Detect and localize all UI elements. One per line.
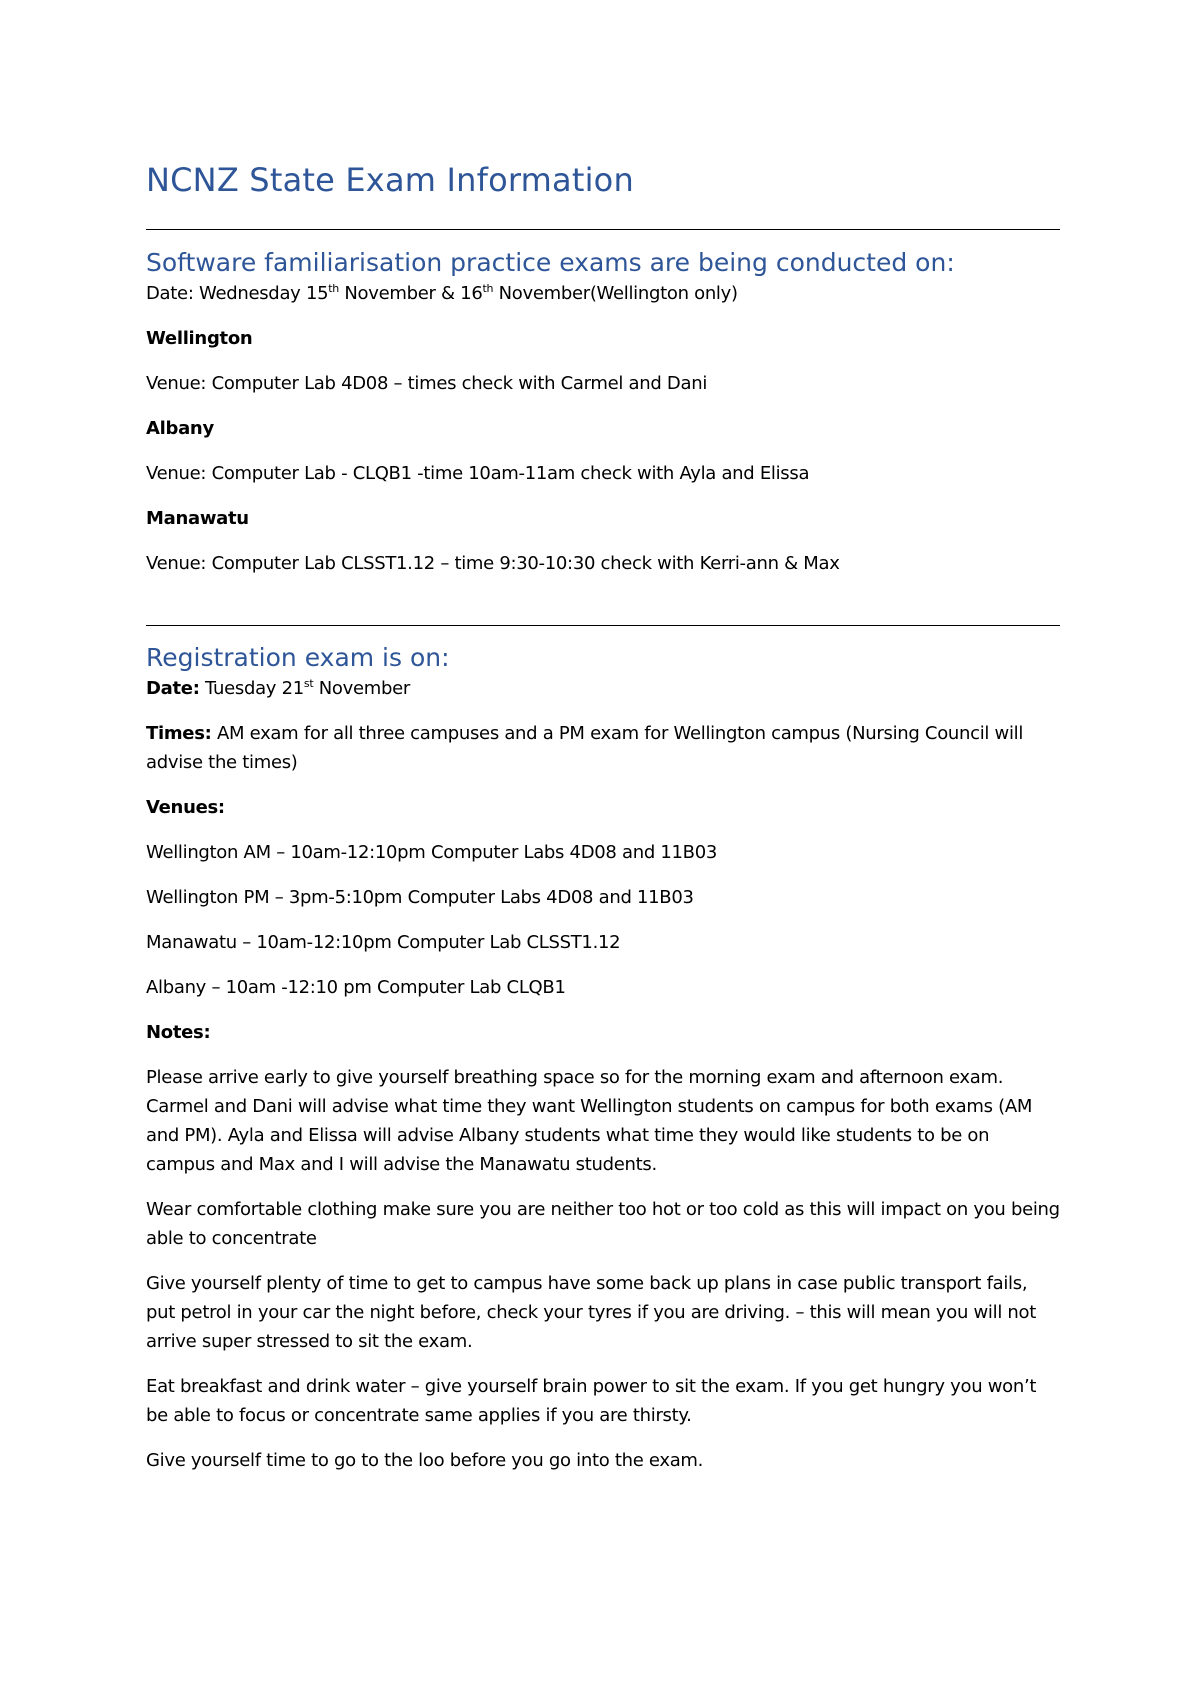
registration-date — [146, 674, 1060, 703]
note-paragraph: Give yourself plenty of time to get to campus have some back up plans in case public transport fails, put petrol in your car the night before, check your tyres if you are driving. – this will mean you will not arrive super stressed to sit the exam. — [146, 1273, 1037, 1352]
registration-date-end: November — [313, 678, 411, 699]
venue-item: Wellington AM – 10am-12:10pm Computer Labs 4D08 and 11B03 — [146, 842, 718, 863]
campus-venue-albany: Venue: Computer Lab - CLQB1 -time 10am-11am check with Ayla and Elissa — [146, 463, 810, 484]
note-paragraph: Eat breakfast and drink water – give yourself brain power to sit the exam. If you get hungry you won’t be able to focus or concentrate same applies if you are thirsty. — [146, 1376, 1037, 1426]
registration-exam-heading: Registration exam is on: — [146, 643, 450, 672]
practice-date-label: Date: Wednesday 15 — [146, 283, 329, 304]
campus-name-manawatu: Manawatu — [146, 508, 249, 529]
note-paragraph: Please arrive early to give yourself breathing space so for the morning exam and afternoon exam. Carmel and Dani will advise what time they want Wellington students on campus for both exams (AM and PM). Ayla and Elissa will advise Albany students what time they would like students to be on campus and Max and I will advise the Manawatu students. — [146, 1067, 1033, 1175]
venue-item: Manawatu – 10am-12:10pm Computer Lab CLSST1.12 — [146, 932, 621, 953]
registration-times-label: Times: — [146, 723, 212, 744]
registration-date-sup: st — [303, 677, 314, 690]
divider — [146, 625, 1060, 626]
practice-exams-heading: Software familiarisation practice exams are being conducted on: — [146, 248, 955, 277]
divider — [146, 229, 1060, 230]
registration-notes-label: Notes: — [146, 1022, 211, 1043]
page-title: NCNZ State Exam Information — [146, 161, 634, 199]
registration-times — [146, 719, 1060, 777]
campus-name-wellington: Wellington — [146, 328, 253, 349]
campus-name-albany: Albany — [146, 418, 214, 439]
note-paragraph: Give yourself time to go to the loo before you go into the exam. — [146, 1450, 704, 1471]
registration-venues-label: Venues: — [146, 797, 225, 818]
venue-item: Wellington PM – 3pm-5:10pm Computer Labs 4D08 and 11B03 — [146, 887, 694, 908]
campus-venue-manawatu: Venue: Computer Lab CLSST1.12 – time 9:30-10:30 check with Kerri-ann & Max — [146, 553, 840, 574]
note-paragraph: Wear comfortable clothing make sure you are neither too hot or too cold as this will impact on you being able to concentrate — [146, 1199, 1060, 1249]
practice-date-mid: November & 16 — [338, 283, 483, 304]
practice-date-sup2: th — [482, 282, 494, 295]
practice-date-sup1: th — [328, 282, 339, 295]
practice-date — [146, 279, 1060, 308]
document-page — [146, 160, 1060, 1491]
venue-item: Albany – 10am -12:10 pm Computer Lab CLQB1 — [146, 977, 566, 998]
campus-venue-wellington: Venue: Computer Lab 4D08 – times check with Carmel and Dani — [146, 373, 708, 394]
practice-date-end: November(Wellington only) — [493, 283, 738, 304]
registration-date-value: Tuesday 21 — [199, 678, 304, 699]
registration-date-label: Date: — [146, 678, 200, 699]
registration-times-value: AM exam for all three campuses and a PM exam for Wellington campus (Nursing Council will advise the times) — [146, 723, 1024, 773]
